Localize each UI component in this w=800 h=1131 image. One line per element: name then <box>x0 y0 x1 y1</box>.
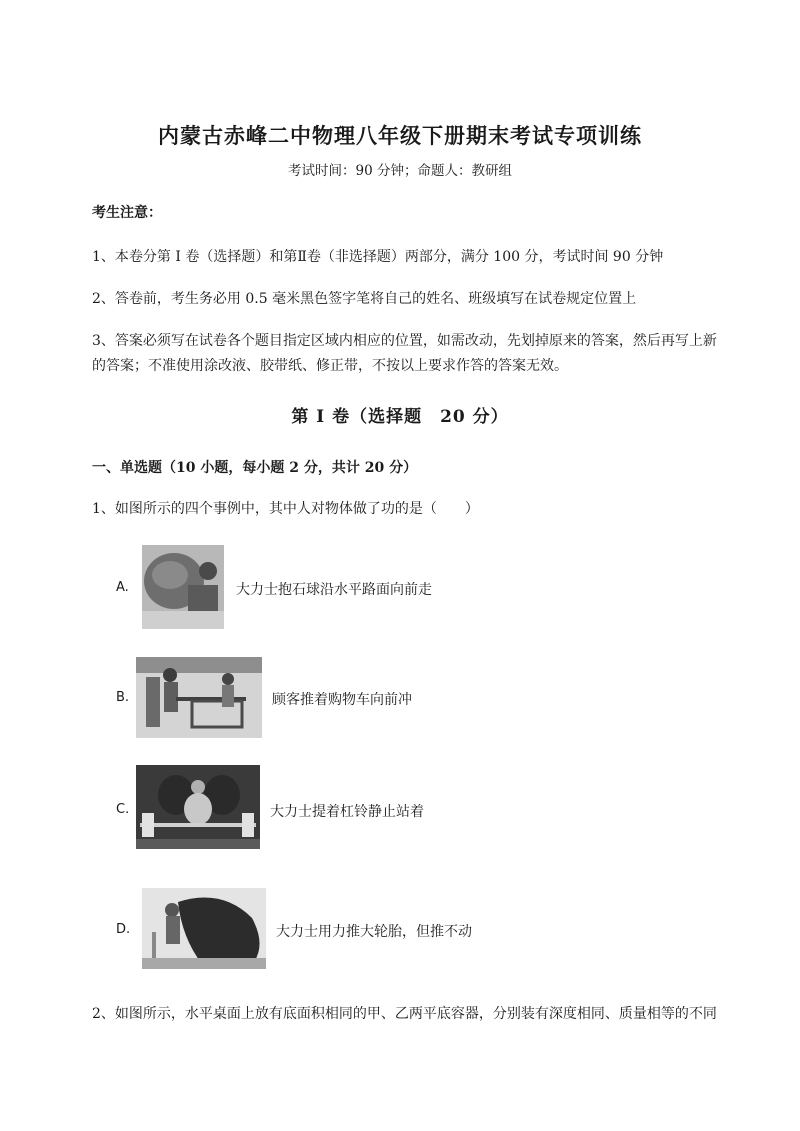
option-b-letter: B. <box>116 690 130 705</box>
notice-item-1: 1、本卷分第 I 卷（选择题）和第Ⅱ卷（非选择题）两部分，满分 100 分，考试时间 90 分钟 <box>92 249 664 265</box>
option-c-text: 大力士提着杠铃静止站着 <box>270 804 424 820</box>
option-b-photo <box>136 657 262 738</box>
question-2-stem: 2、如图所示，水平桌面上放有底面积相同的甲、乙两平底容器，分别装有深度相同、质量相等的不同 <box>92 1006 717 1022</box>
option-c-photo <box>136 765 260 849</box>
notice-item-3: 3、答案必须写在试卷各个题目指定区域内相应的位置，如需改动，先划掉原来的答案，然后再写上新 <box>92 333 717 349</box>
option-d-letter: D. <box>116 922 131 937</box>
option-a-photo <box>142 545 224 629</box>
option-a-text: 大力士抱石球沿水平路面向前走 <box>236 582 432 598</box>
option-a-letter: A. <box>116 580 129 595</box>
option-d-photo <box>142 888 266 969</box>
exam-subtitle: 考试时间：90 分钟；命题人：教研组 <box>288 163 512 179</box>
part-heading: 一、单选题（10 小题，每小题 2 分，共计 20 分） <box>92 460 418 476</box>
notice-item-3-cont: 的答案；不准使用涂改液、胶带纸、修正带，不按以上要求作答的答案无效。 <box>92 358 568 374</box>
notice-heading: 考生注意： <box>92 205 162 221</box>
option-c-letter: C. <box>116 802 130 817</box>
question-1-stem: 1、如图所示的四个事例中，其中人对物体做了功的是（ ） <box>92 501 479 517</box>
option-b-text: 顾客推着购物车向前冲 <box>272 692 412 708</box>
exam-title: 内蒙古赤峰二中物理八年级下册期末考试专项训练 <box>158 123 642 148</box>
section-title: 第 I 卷（选择题 20 分） <box>291 407 509 427</box>
option-d-text: 大力士用力推大轮胎，但推不动 <box>276 924 472 940</box>
notice-item-2: 2、答卷前，考生务必用 0.5 毫米黑色签字笔将自己的姓名、班级填写在试卷规定位置上 <box>92 291 637 307</box>
